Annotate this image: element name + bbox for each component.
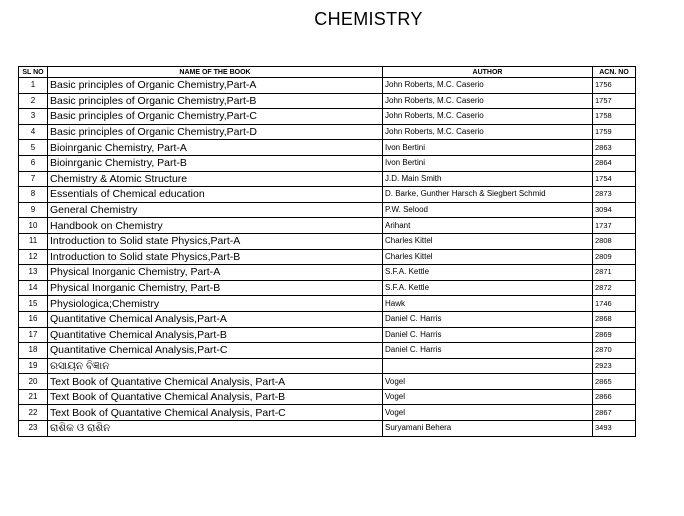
cell-sl-no: 21	[19, 389, 48, 405]
cell-book-name: Basic principles of Organic Chemistry,Part-D	[48, 124, 383, 140]
cell-acn-no: 1737	[593, 218, 636, 234]
cell-author: Suryamani Behera	[383, 421, 593, 437]
cell-acn-no: 2867	[593, 405, 636, 421]
cell-author: Vogel	[383, 374, 593, 390]
table-row	[19, 109, 636, 125]
cell-acn-no: 2865	[593, 374, 636, 390]
cell-acn-no: 3493	[593, 421, 636, 437]
cell-author: Charles Kittel	[383, 233, 593, 249]
cell-sl-no: 7	[19, 171, 48, 187]
table-row	[19, 155, 636, 171]
cell-acn-no: 2873	[593, 187, 636, 203]
cell-author: John Roberts, M.C. Caserio	[383, 109, 593, 125]
cell-sl-no: 18	[19, 343, 48, 359]
cell-author: Charles Kittel	[383, 249, 593, 265]
cell-author: P.W. Selood	[383, 202, 593, 218]
cell-book-name: Text Book of Quantative Chemical Analysis, Part-B	[48, 389, 383, 405]
table-row	[19, 78, 636, 94]
cell-acn-no: 1758	[593, 109, 636, 125]
cell-book-name: Physical Inorganic Chemistry, Part-B	[48, 280, 383, 296]
table-row	[19, 389, 636, 405]
cell-author: Vogel	[383, 389, 593, 405]
table-row	[19, 358, 636, 374]
cell-acn-no: 1746	[593, 296, 636, 312]
cell-book-name: Quantitative Chemical Analysis,Part-C	[48, 343, 383, 359]
books-table	[18, 66, 636, 437]
cell-author: Vogel	[383, 405, 593, 421]
cell-book-name: Introduction to Solid state Physics,Part-B	[48, 249, 383, 265]
cell-book-name: Physical Inorganic Chemistry, Part-A	[48, 265, 383, 281]
table-row	[19, 233, 636, 249]
table-row	[19, 296, 636, 312]
cell-book-name: Basic principles of Organic Chemistry,Part-B	[48, 93, 383, 109]
cell-sl-no: 2	[19, 93, 48, 109]
table-row	[19, 311, 636, 327]
table-header-row	[19, 67, 636, 78]
header-author: AUTHOR	[383, 67, 593, 78]
cell-sl-no: 6	[19, 155, 48, 171]
cell-sl-no: 8	[19, 187, 48, 203]
cell-book-name: General Chemistry	[48, 202, 383, 218]
cell-sl-no: 9	[19, 202, 48, 218]
cell-book-name: Quantitative Chemical Analysis,Part-A	[48, 311, 383, 327]
cell-book-name: Essentials of Chemical education	[48, 187, 383, 203]
cell-author: S.F.A. Kettle	[383, 280, 593, 296]
table-row	[19, 374, 636, 390]
cell-author: John Roberts, M.C. Caserio	[383, 78, 593, 94]
cell-author: Arihant	[383, 218, 593, 234]
header-acn-no: ACN. NO	[593, 67, 636, 78]
table-row	[19, 124, 636, 140]
cell-sl-no: 23	[19, 421, 48, 437]
table-row	[19, 218, 636, 234]
cell-author	[383, 358, 593, 374]
cell-acn-no: 2923	[593, 358, 636, 374]
cell-acn-no: 1754	[593, 171, 636, 187]
cell-sl-no: 22	[19, 405, 48, 421]
cell-book-name: Text Book of Quantative Chemical Analysis, Part-C	[48, 405, 383, 421]
cell-author: Daniel C. Harris	[383, 327, 593, 343]
cell-author: S.F.A. Kettle	[383, 265, 593, 281]
cell-book-name: Basic principles of Organic Chemistry,Part-A	[48, 78, 383, 94]
cell-sl-no: 16	[19, 311, 48, 327]
cell-acn-no: 2864	[593, 155, 636, 171]
cell-book-name: Introduction to Solid state Physics,Part-A	[48, 233, 383, 249]
cell-sl-no: 13	[19, 265, 48, 281]
table-row	[19, 140, 636, 156]
cell-sl-no: 10	[19, 218, 48, 234]
cell-book-name: Chemistry & Atomic Structure	[48, 171, 383, 187]
cell-book-name: Bioinrganic Chemistry, Part-B	[48, 155, 383, 171]
cell-acn-no: 1756	[593, 78, 636, 94]
page-title: CHEMISTRY	[314, 9, 423, 29]
cell-sl-no: 5	[19, 140, 48, 156]
cell-sl-no: 15	[19, 296, 48, 312]
cell-acn-no: 2866	[593, 389, 636, 405]
table-row	[19, 202, 636, 218]
table-row	[19, 187, 636, 203]
cell-author: Ivon Bertini	[383, 140, 593, 156]
cell-acn-no: 1757	[593, 93, 636, 109]
cell-sl-no: 1	[19, 78, 48, 94]
table-row	[19, 421, 636, 437]
cell-acn-no: 1759	[593, 124, 636, 140]
cell-author: Ivon Bertini	[383, 155, 593, 171]
cell-acn-no: 2808	[593, 233, 636, 249]
table-row	[19, 265, 636, 281]
cell-acn-no: 2869	[593, 327, 636, 343]
cell-book-name: Basic principles of Organic Chemistry,Part-C	[48, 109, 383, 125]
cell-acn-no: 2872	[593, 280, 636, 296]
cell-sl-no: 11	[19, 233, 48, 249]
cell-author: J.D. Main Smith	[383, 171, 593, 187]
table-row	[19, 249, 636, 265]
cell-acn-no: 2871	[593, 265, 636, 281]
cell-author: John Roberts, M.C. Caserio	[383, 93, 593, 109]
header-sl-no: SL NO	[19, 67, 48, 78]
cell-author: Hawk	[383, 296, 593, 312]
header-book-name: NAME OF THE BOOK	[48, 67, 383, 78]
table-row	[19, 343, 636, 359]
cell-author: Daniel C. Harris	[383, 311, 593, 327]
table-row	[19, 93, 636, 109]
cell-book-name: ରାଶିକ ଓ ରାଶିନ	[48, 421, 383, 437]
cell-book-name: ରସାୟନ ବିଜ୍ଞାନ	[48, 358, 383, 374]
cell-sl-no: 20	[19, 374, 48, 390]
cell-sl-no: 3	[19, 109, 48, 125]
cell-sl-no: 4	[19, 124, 48, 140]
cell-sl-no: 19	[19, 358, 48, 374]
cell-acn-no: 2863	[593, 140, 636, 156]
cell-book-name: Handbook on Chemistry	[48, 218, 383, 234]
cell-author: D. Barke, Gunther Harsch & Siegbert Schmid	[383, 187, 593, 203]
cell-author: Daniel C. Harris	[383, 343, 593, 359]
cell-acn-no: 2868	[593, 311, 636, 327]
cell-book-name: Quantitative Chemical Analysis,Part-B	[48, 327, 383, 343]
cell-acn-no: 3094	[593, 202, 636, 218]
cell-book-name: Bioinrganic Chemistry, Part-A	[48, 140, 383, 156]
table-row	[19, 280, 636, 296]
cell-sl-no: 17	[19, 327, 48, 343]
table-row	[19, 405, 636, 421]
table-row	[19, 171, 636, 187]
cell-sl-no: 12	[19, 249, 48, 265]
cell-acn-no: 2809	[593, 249, 636, 265]
cell-book-name: Text Book of Quantative Chemical Analysis, Part-A	[48, 374, 383, 390]
cell-author: John Roberts, M.C. Caserio	[383, 124, 593, 140]
cell-sl-no: 14	[19, 280, 48, 296]
cell-book-name: Physiologica;Chemistry	[48, 296, 383, 312]
cell-acn-no: 2870	[593, 343, 636, 359]
table-row	[19, 327, 636, 343]
